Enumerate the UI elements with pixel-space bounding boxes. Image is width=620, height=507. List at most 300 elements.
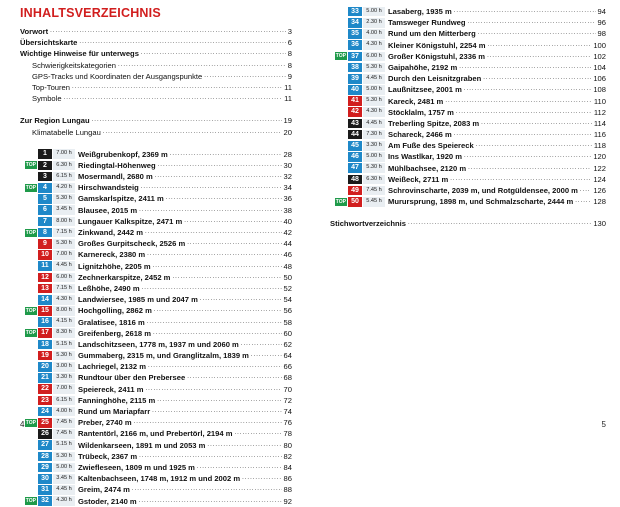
tour-number: 23 — [38, 396, 52, 406]
left-page — [0, 0, 310, 506]
entry-title: Großes Gurpitscheck, 2526 m — [78, 239, 186, 249]
entry-page: 30 — [283, 160, 292, 170]
entry-page: 84 — [283, 462, 292, 472]
dot-leader — [64, 93, 283, 104]
tour-entry[interactable] — [20, 261, 292, 272]
toc-subsection[interactable] — [20, 60, 292, 71]
dot-leader — [241, 339, 282, 350]
tour-entry[interactable] — [20, 317, 292, 328]
tour-number: 18 — [38, 340, 52, 350]
dot-leader — [139, 496, 282, 507]
top-badge-slot — [20, 329, 37, 337]
entry-page: 106 — [593, 74, 606, 84]
tour-duration: 8.00 h — [53, 217, 75, 227]
tour-number: 33 — [348, 7, 362, 17]
tour-entry[interactable] — [20, 384, 292, 395]
tour-entry[interactable] — [330, 118, 606, 129]
tour-number: 25 — [38, 418, 52, 428]
entry-title: Vorwort — [20, 27, 49, 36]
top-badge: TOP — [335, 198, 346, 205]
entry-title: Am Fuße des Speiereck — [388, 141, 474, 151]
tour-entry[interactable] — [20, 496, 292, 507]
top-badge: TOP — [25, 162, 36, 169]
entry-page: 54 — [283, 295, 292, 305]
tour-number: 37 — [348, 52, 362, 62]
dot-leader — [200, 294, 282, 305]
tour-duration: 4.45 h — [53, 485, 75, 495]
dot-leader — [476, 140, 592, 151]
dot-leader — [50, 26, 286, 37]
tour-duration: 5.00 h — [363, 7, 385, 17]
entry-page: 98 — [597, 29, 606, 39]
entry-page: 126 — [593, 186, 606, 195]
tour-entry[interactable] — [20, 328, 292, 339]
tour-entry[interactable] — [20, 395, 292, 406]
tour-number: 43 — [348, 119, 362, 129]
tour-entry[interactable] — [330, 151, 606, 162]
entry-title: Gummaberg, 2315 m, und Granglitzalm, 1839 m — [78, 351, 249, 361]
toc-subsection[interactable] — [20, 127, 292, 138]
tour-number: 13 — [38, 284, 52, 294]
entry-page: 34 — [283, 183, 292, 193]
tour-entry[interactable] — [20, 171, 292, 182]
tour-entry[interactable] — [20, 294, 292, 305]
entry-title: Mosermandl, 2680 m — [78, 172, 153, 182]
entry-page: 9 — [287, 71, 292, 81]
tour-duration: 3.00 h — [53, 362, 75, 372]
dot-leader — [139, 451, 281, 462]
page-number-right: 5 — [601, 420, 606, 429]
entry-title: Treberling Spitze, 2083 m — [388, 118, 480, 128]
entry-page: 76 — [283, 418, 292, 428]
tour-duration: 5.00 h — [363, 85, 385, 95]
tour-entry[interactable] — [20, 238, 292, 249]
entry-page: 114 — [593, 118, 606, 128]
entry-title: Schareck, 2466 m — [388, 130, 452, 140]
entry-page: 120 — [593, 152, 606, 162]
dot-leader — [153, 328, 282, 339]
dot-leader — [575, 196, 591, 207]
tour-entry[interactable] — [20, 372, 292, 383]
tour-entry[interactable] — [20, 182, 292, 193]
entry-page: 48 — [283, 261, 292, 271]
tour-number: 20 — [38, 362, 52, 372]
entry-title: Klimatabelle Lungau — [32, 127, 101, 137]
tour-number: 5 — [38, 194, 52, 204]
entry-title: Kareck, 2481 m — [388, 96, 444, 106]
tour-entry[interactable] — [20, 451, 292, 462]
entry-title: Greifenberg, 2618 m — [78, 328, 152, 338]
tour-number: 6 — [38, 205, 52, 215]
top-badge: TOP — [335, 53, 346, 60]
toc-section[interactable] — [20, 48, 292, 59]
top-badge: TOP — [25, 229, 36, 236]
top-badge: TOP — [25, 419, 36, 426]
tour-entry[interactable] — [330, 107, 606, 118]
tour-duration: 4.15 h — [53, 317, 75, 327]
tour-duration: 8.30 h — [53, 328, 75, 338]
dot-leader — [172, 272, 281, 283]
dot-leader — [242, 473, 281, 484]
tour-entry[interactable] — [330, 96, 606, 107]
tour-entry[interactable] — [330, 73, 606, 84]
tour-entry[interactable] — [20, 193, 292, 204]
entry-page: 82 — [283, 451, 292, 461]
entry-title: Zinkwand, 2442 m — [78, 228, 143, 237]
tour-entry[interactable] — [330, 185, 606, 196]
entry-title: Wichtige Hinweise für unterwegs — [20, 49, 139, 59]
tour-entry[interactable] — [20, 350, 292, 361]
top-badge: TOP — [25, 498, 36, 505]
top-badge: TOP — [25, 184, 36, 191]
tour-entry[interactable] — [20, 205, 292, 216]
tour-duration: 4.45 h — [53, 261, 75, 271]
entry-page: 58 — [283, 317, 292, 327]
tour-duration: 5.30 h — [363, 63, 385, 73]
tour-entry[interactable] — [20, 440, 292, 451]
tour-duration: 7.15 h — [53, 228, 75, 238]
dot-leader — [468, 17, 596, 28]
entry-page: 8 — [287, 60, 292, 70]
tour-duration: 4.00 h — [363, 29, 385, 39]
tour-entry[interactable] — [20, 249, 292, 260]
entry-page: 94 — [597, 7, 606, 16]
entry-page: 52 — [283, 283, 292, 293]
entry-title: GPS-Tracks und Koordinaten der Ausgangspunkte — [32, 71, 203, 81]
entry-page: 19 — [283, 116, 292, 126]
dot-leader — [580, 185, 591, 196]
entry-title: Blausee, 2015 m — [78, 205, 138, 215]
entry-page: 38 — [283, 205, 292, 215]
entry-page: 96 — [597, 18, 606, 28]
dot-leader — [487, 51, 591, 62]
entry-page: 64 — [283, 351, 292, 361]
entry-title: Übersichtskarte — [20, 38, 78, 48]
tour-number: 15 — [38, 306, 52, 316]
top-badge-slot — [330, 198, 347, 206]
tour-duration: 4.30 h — [53, 295, 75, 305]
tour-entry[interactable] — [20, 227, 292, 238]
entry-title: Symbole — [32, 94, 62, 104]
dot-leader — [145, 384, 281, 395]
entry-page: 60 — [283, 328, 292, 338]
dot-leader — [187, 238, 281, 249]
tour-entry[interactable] — [20, 339, 292, 350]
dot-leader — [145, 227, 282, 238]
tour-entry[interactable] — [20, 305, 292, 316]
tour-duration: 6.00 h — [363, 52, 385, 62]
entry-title: Karnereck, 2380 m — [78, 250, 146, 260]
dot-leader — [134, 417, 282, 428]
tour-entry[interactable] — [330, 17, 606, 28]
entry-title: Weißgrubenkopf, 2369 m — [78, 149, 168, 159]
tour-number: 21 — [38, 373, 52, 383]
entry-page: 130 — [593, 219, 606, 229]
toc-section[interactable] — [330, 218, 606, 229]
tour-entry[interactable] — [330, 163, 606, 174]
right-page — [310, 0, 620, 435]
entry-title: Schwierigkeitskategorien — [32, 60, 116, 70]
entry-page: 11 — [284, 94, 292, 104]
tour-entry[interactable] — [330, 62, 606, 73]
entry-page: 74 — [283, 407, 292, 416]
dot-leader — [72, 82, 282, 93]
entry-page: 70 — [283, 384, 292, 394]
entry-title: Laußnitzsee, 2001 m — [388, 85, 462, 95]
tour-duration: 7.45 h — [363, 186, 385, 196]
entry-title: Rund um den Mitterberg — [388, 29, 476, 39]
tour-entry[interactable] — [20, 216, 292, 227]
entry-title: Wildenkarseen, 1891 m und 2053 m — [78, 440, 206, 450]
tour-entry[interactable] — [330, 84, 606, 95]
dot-leader — [487, 40, 591, 51]
tour-entry[interactable] — [20, 428, 292, 439]
page-number-left: 4 — [20, 420, 25, 429]
top-badge-slot — [20, 184, 37, 192]
entry-page: 62 — [283, 339, 292, 349]
entry-page: 8 — [287, 49, 292, 59]
tour-number: 17 — [38, 328, 52, 338]
entry-title: Schrovinscharte, 2039 m, und Rotgüldensee, 2000 m — [388, 186, 578, 195]
entry-title: Rundtour über den Prebersee — [78, 373, 186, 383]
dot-leader — [184, 216, 281, 227]
entry-page: 88 — [283, 485, 292, 495]
tour-duration: 7.15 h — [53, 284, 75, 294]
entry-title: Landwiersee, 1985 m und 2047 m — [78, 295, 198, 305]
dot-leader — [408, 218, 591, 229]
tour-duration: 7.45 h — [53, 429, 75, 439]
tour-duration: 5.45 h — [363, 197, 385, 207]
top-badge: TOP — [25, 307, 36, 314]
entry-page: 56 — [283, 306, 292, 316]
entry-title: Gaipahöhe, 2192 m — [388, 62, 458, 72]
tour-duration: 5.30 h — [53, 194, 75, 204]
tour-entry[interactable] — [20, 473, 292, 484]
entry-title: Leßhöhe, 2490 m — [78, 283, 140, 293]
tour-duration: 3.45 h — [53, 205, 75, 215]
dot-leader — [166, 193, 282, 204]
dot-leader — [456, 107, 592, 118]
dot-leader — [197, 462, 282, 473]
entry-page: 46 — [283, 250, 292, 260]
entry-page: 124 — [593, 174, 606, 184]
entry-title: Lignitzhöhe, 2205 m — [78, 261, 151, 271]
tour-duration: 5.30 h — [363, 96, 385, 106]
entry-title: Preber, 2740 m — [78, 418, 132, 428]
toc-section[interactable] — [20, 37, 292, 48]
entry-title: Tamsweger Rundweg — [388, 18, 466, 28]
tour-entry[interactable] — [330, 196, 606, 207]
dot-leader — [141, 182, 282, 193]
entry-title: Zwiefleseen, 1809 m und 1925 m — [78, 462, 195, 472]
entry-title: Gstoder, 2140 m — [78, 496, 137, 506]
entry-title: Riedingtal-Höhenweg — [78, 160, 156, 170]
entry-title: Mühlbachsee, 2120 m — [388, 163, 467, 173]
toc-subsection[interactable] — [20, 82, 292, 93]
entry-page: 28 — [283, 149, 292, 159]
dot-leader — [153, 261, 282, 272]
entry-title: Lungauer Kalkspitze, 2471 m — [78, 216, 183, 226]
tour-number: 32 — [38, 496, 52, 506]
entry-title: Großer Königstuhl, 2336 m — [388, 51, 486, 61]
tour-entry[interactable] — [330, 51, 606, 62]
entry-title: Gralatisee, 1816 m — [78, 317, 145, 327]
entry-page: 40 — [283, 216, 292, 226]
toc-subsection[interactable] — [20, 93, 292, 104]
tour-entry[interactable] — [20, 149, 292, 160]
entry-page: 11 — [284, 82, 292, 92]
tour-entry[interactable] — [330, 40, 606, 51]
dot-leader — [187, 372, 281, 383]
tour-duration: 5.15 h — [53, 340, 75, 350]
toc-subsection[interactable] — [20, 71, 292, 82]
tour-entry[interactable] — [330, 174, 606, 185]
entry-title: Murursprung, 1898 m, und Schmalzscharte, 2444 m — [388, 197, 574, 207]
tour-number: 41 — [348, 96, 362, 106]
entry-page: 36 — [283, 194, 292, 204]
tour-duration: 2.30 h — [363, 18, 385, 28]
entry-page: 68 — [283, 373, 292, 383]
tour-number: 7 — [38, 217, 52, 227]
top-badge: TOP — [25, 330, 36, 337]
entry-page: 44 — [283, 239, 292, 249]
tour-entry[interactable] — [20, 283, 292, 294]
dot-leader — [454, 6, 596, 17]
entry-page: 104 — [593, 62, 606, 72]
tour-entry[interactable] — [20, 484, 292, 495]
tour-number: 42 — [348, 107, 362, 117]
tour-number: 45 — [348, 141, 362, 151]
entry-title: Kaltenbachseen, 1748 m, 1912 m und 2002 m — [78, 474, 241, 484]
toc-section[interactable] — [20, 26, 292, 37]
entry-title: Hirschwandsteig — [78, 183, 139, 193]
dot-leader — [155, 171, 282, 182]
tour-number: 10 — [38, 250, 52, 260]
dot-leader — [468, 163, 591, 174]
dot-leader — [148, 361, 282, 372]
tour-entry[interactable] — [20, 361, 292, 372]
dot-leader — [459, 62, 591, 73]
tour-number: 26 — [38, 429, 52, 439]
tour-entry[interactable] — [330, 28, 606, 39]
tour-entry[interactable] — [330, 6, 606, 17]
dot-leader — [158, 160, 282, 171]
tour-duration: 6.30 h — [363, 175, 385, 185]
tour-duration: 5.30 h — [53, 452, 75, 462]
entry-page: 20 — [283, 127, 292, 137]
tour-entry[interactable] — [20, 160, 292, 171]
dot-leader — [139, 205, 281, 216]
entry-page: 102 — [593, 51, 606, 61]
entry-title: Stöcklalm, 1757 m — [388, 107, 454, 117]
tour-duration: 6.00 h — [53, 273, 75, 283]
toc-title: INHALTSVERZEICHNIS — [20, 6, 161, 20]
entry-title: Speiereck, 2411 m — [78, 384, 144, 394]
dot-leader — [445, 96, 592, 107]
tour-number: 30 — [38, 474, 52, 484]
tour-entry[interactable] — [20, 417, 292, 428]
tour-duration: 7.00 h — [53, 250, 75, 260]
dot-leader — [132, 484, 282, 495]
entry-page: 122 — [593, 163, 606, 173]
entry-title: Durch den Leisnitzgraben — [388, 74, 482, 84]
dot-leader — [483, 73, 591, 84]
entry-title: Top-Touren — [32, 82, 70, 92]
entry-title: Trübeck, 2367 m — [78, 451, 138, 461]
entry-page: 42 — [283, 228, 292, 237]
tour-number: 40 — [348, 85, 362, 95]
tour-duration: 7.00 h — [53, 149, 75, 159]
dot-leader — [152, 406, 281, 417]
entry-page: 78 — [283, 429, 292, 439]
tour-number: 47 — [348, 163, 362, 173]
tour-number: 36 — [348, 40, 362, 50]
dot-leader — [154, 305, 282, 316]
entry-page: 50 — [283, 272, 292, 282]
dot-leader — [454, 129, 592, 140]
dot-leader — [141, 48, 286, 59]
tour-number: 19 — [38, 351, 52, 361]
tour-number: 8 — [38, 228, 52, 238]
tour-duration: 6.15 h — [53, 396, 75, 406]
entry-title: Rantentörl, 2166 m, und Prebertörl, 2194 m — [78, 429, 233, 439]
dot-leader — [481, 118, 592, 129]
tour-number: 22 — [38, 384, 52, 394]
tour-number: 49 — [348, 186, 362, 196]
entry-page: 110 — [593, 96, 606, 106]
tour-number: 46 — [348, 152, 362, 162]
toc-section[interactable] — [20, 115, 292, 126]
top-badge-slot — [330, 52, 347, 60]
entry-title: Lachriegel, 2132 m — [78, 362, 146, 372]
dot-leader — [170, 149, 282, 160]
tour-number: 16 — [38, 317, 52, 327]
tour-duration: 5.15 h — [53, 440, 75, 450]
tour-number: 34 — [348, 18, 362, 28]
tour-duration: 6.15 h — [53, 172, 75, 182]
tour-entry[interactable] — [20, 272, 292, 283]
dot-leader — [92, 115, 282, 126]
entry-page: 92 — [283, 496, 292, 506]
entry-title: Hochgolling, 2862 m — [78, 306, 152, 316]
entry-title: Zechnerkarspitze, 2452 m — [78, 272, 171, 282]
entry-title: Ins Wastlkar, 1920 m — [388, 152, 463, 162]
tour-duration: 7.45 h — [53, 418, 75, 428]
dot-leader — [118, 60, 286, 71]
tour-duration: 3.30 h — [53, 373, 75, 383]
entry-page: 66 — [283, 362, 292, 372]
tour-number: 38 — [348, 63, 362, 73]
tour-number: 39 — [348, 74, 362, 84]
entry-title: Stichwortverzeichnis — [330, 219, 406, 229]
tour-entry[interactable] — [20, 462, 292, 473]
tour-duration: 6.30 h — [53, 161, 75, 171]
tour-duration: 4.00 h — [53, 407, 75, 417]
tour-duration: 7.30 h — [363, 130, 385, 140]
dot-leader — [251, 350, 282, 361]
tour-number: 50 — [348, 197, 362, 207]
tour-entry[interactable] — [330, 129, 606, 140]
entry-title: Rund um Mariapfarr — [78, 407, 151, 416]
tour-number: 11 — [38, 261, 52, 271]
tour-entry[interactable] — [330, 140, 606, 151]
top-badge-slot — [20, 497, 37, 505]
tour-duration: 5.30 h — [363, 163, 385, 173]
tour-entry[interactable] — [20, 406, 292, 417]
entry-page: 80 — [283, 440, 292, 450]
tour-duration: 4.30 h — [363, 107, 385, 117]
entry-page: 116 — [593, 130, 606, 140]
